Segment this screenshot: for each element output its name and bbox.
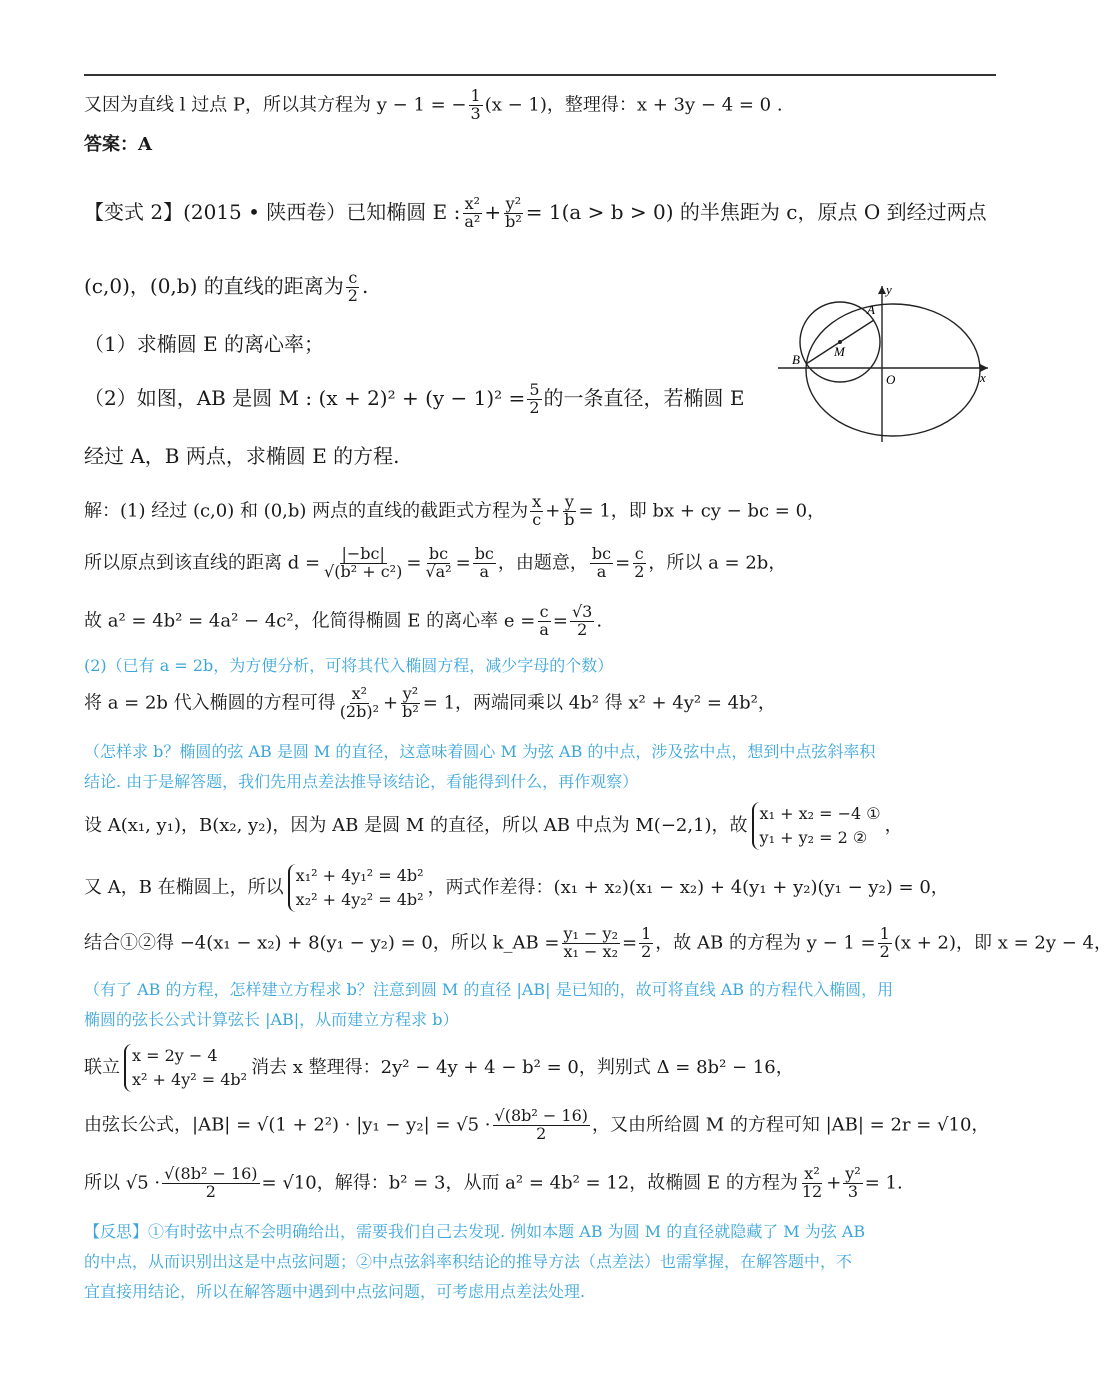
solution-text: 所以 √5 · (84, 1172, 161, 1194)
system-row: y₁ + y₂ = 2 ② (759, 828, 868, 847)
fraction-denominator: a (539, 619, 549, 639)
prev-line-text: 又因为直线 l 过点 P，所以其方程为 y − 1 = − (84, 94, 467, 116)
label-O: O (886, 372, 896, 387)
equation-system (752, 802, 881, 850)
fraction-denominator: x₁ − x₂ (563, 941, 618, 961)
hint-note-3b: 椭圆的弦长公式计算弦长 |AB|，从而建立方程求 b） (84, 1010, 459, 1029)
fraction (878, 926, 892, 961)
fraction-denominator: 2 (205, 1181, 216, 1201)
fraction-numerator: √(8b² − 16) (494, 1106, 588, 1125)
operator: + (826, 1172, 842, 1194)
fraction-denominator: 3 (470, 103, 481, 123)
problem-text: = 1(a > b > 0) 的半焦距为 c，原点 O 到经过两点 (525, 199, 987, 224)
y-axis-arrow (878, 286, 886, 294)
prev-line-text: (x − 1)，整理得：x + 3y − 4 = 0 . (484, 94, 783, 116)
fraction (590, 546, 613, 581)
operator: = (455, 552, 471, 574)
solution-line-2 (84, 546, 786, 581)
fraction-numerator: 1 (879, 924, 890, 943)
solution-text: ，由题意， (497, 552, 588, 574)
fraction-numerator: |−bc| (341, 544, 385, 563)
fraction-denominator: b² (402, 701, 419, 721)
solution-text: = 1，即 bx + cy − bc = 0， (578, 500, 826, 522)
solution-text: 所以原点到该直线的距离 d = (84, 552, 321, 574)
fraction (162, 1166, 259, 1201)
question-2 (84, 382, 744, 417)
operator: + (545, 500, 561, 522)
fraction-numerator: √3 (571, 602, 593, 621)
solution-text: ， (884, 815, 903, 836)
fraction-numerator: bc (474, 544, 494, 563)
operator: = (615, 552, 631, 574)
fraction-numerator: y² (505, 194, 522, 213)
solution-text: ，所以 a = 2b， (648, 552, 787, 574)
fraction (800, 1166, 824, 1201)
reflection-line-2: 的中点，从而识别出这是中点弦问题；②中点弦斜率积结论的推导方法（点差法）也需掌握，在解答题中，不 (84, 1252, 853, 1271)
label-y: y (886, 282, 892, 297)
question-1: （1）求椭圆 E 的离心率； (84, 332, 325, 356)
label-B: B (792, 352, 800, 367)
fraction-denominator: 2 (577, 619, 588, 639)
fraction (338, 686, 381, 721)
equation-system (288, 864, 424, 912)
fraction (562, 926, 620, 961)
fraction (527, 382, 541, 417)
solution-text: 消去 x 整理得：2y² − 4y + 4 − b² = 0，判别式 Δ = 8b² − 16， (251, 1057, 794, 1078)
operator: = (552, 610, 568, 632)
system-row: x₁² + 4y₁² = 4b² (295, 866, 424, 885)
solution-line-7 (84, 926, 1112, 961)
fraction (322, 546, 404, 581)
fraction-numerator: bc (591, 544, 612, 563)
hint-note-2b: 结论. 由于是解答题，我们先用点差法推导该结论，看能得到什么，再作观察） (84, 772, 639, 791)
fraction-numerator: c (539, 602, 549, 621)
fraction-denominator: a (479, 561, 490, 581)
fraction-denominator: (2b)² (339, 701, 380, 721)
fraction (400, 686, 421, 721)
fraction-numerator: c (348, 268, 358, 287)
label-M: M (834, 344, 845, 359)
ellipse-E (806, 304, 980, 436)
fraction-numerator: x² (351, 684, 368, 703)
fraction-denominator: 12 (801, 1181, 823, 1201)
solution-text: 设 A(x₁, y₁)，B(x₂, y₂)，因为 AB 是圆 M 的直径，所以 AB 中点为 M(−2,1)，故 (84, 815, 748, 836)
fraction-numerator: 1 (641, 924, 652, 943)
problem-text: （2）如图，AB 是圆 M : (x + 2)² + (y − 1)² = (84, 385, 526, 410)
prev-equation-line (84, 88, 783, 123)
solution-text: = 1，两端同乘以 4b² 得 x² + 4y² = 4b²， (422, 692, 776, 714)
fraction-numerator: y² (845, 1164, 861, 1183)
hint-note-3a: （有了 AB 的方程，怎样建立方程求 b？注意到圆 M 的直径 |AB| 是已知的，故可将直线 AB 的方程代入椭圆，用 (84, 980, 894, 999)
problem-text: 【变式 2】(2015 • 陕西卷）已知椭圆 E : (84, 199, 461, 224)
fraction (639, 926, 653, 961)
solution-text: 由弦长公式，|AB| = √(1 + 2²) · |y₁ − y₂| = √5 · (84, 1114, 491, 1136)
solution-text: = √10，解得：b² = 3，从而 a² = 4b² = 12，故椭圆 E 的方程为 (261, 1172, 798, 1194)
solution-line-1 (84, 494, 825, 529)
solution-line-6 (84, 864, 949, 912)
solution-text: ，故 AB 的方程为 y − 1 = (655, 932, 876, 954)
solution-text: 将 a = 2b 代入椭圆的方程可得 (84, 692, 336, 714)
equation-system (124, 1044, 247, 1092)
fraction (346, 270, 360, 305)
fraction-denominator: b (564, 509, 575, 529)
fraction-denominator: a (596, 561, 607, 581)
problem-line-2 (84, 270, 368, 305)
solution-text: = 1. (864, 1172, 903, 1194)
operator: + (484, 199, 502, 224)
question-2-cont: 经过 A，B 两点，求椭圆 E 的方程. (84, 444, 400, 468)
prev-fraction (469, 88, 483, 123)
solution-text: 结合①②得 −4(x₁ − x₂) + 8(y₁ − y₂) = 0，所以 k_AB = (84, 932, 560, 954)
solution-line-3 (84, 604, 602, 639)
solution-text: (x + 2)，即 x = 2y − 4， (893, 932, 1112, 954)
fraction-numerator: 5 (529, 380, 540, 399)
problem-text: . (361, 273, 369, 298)
fraction-numerator: y₁ − y₂ (563, 924, 618, 943)
problem-line-1 (84, 196, 987, 231)
operator: = (406, 552, 422, 574)
fraction-numerator: x² (804, 1164, 820, 1183)
fraction-numerator: y² (402, 684, 419, 703)
fraction-denominator: c (532, 509, 542, 529)
operator: + (383, 692, 399, 714)
solution-line-8 (84, 1044, 794, 1092)
problem-text: (c,0)，(0,b) 的直线的距离为 (84, 273, 344, 298)
solution-text: 联立 (84, 1057, 120, 1078)
fraction (570, 604, 594, 639)
fraction-denominator: 2 (347, 285, 358, 305)
hint-note-2a: （怎样求 b？椭圆的弦 AB 是圆 M 的直径，这意味着圆心 M 为弦 AB 的中点，涉及弦中点，想到中点弦斜率积 (84, 742, 876, 761)
solution-line-4 (84, 686, 776, 721)
reflection-line-1: 【反思】①有时弦中点不会明确给出，需要我们自己去发现. 例如本题 AB 为圆 M 的直径就隐藏了 M 为弦 AB (84, 1222, 866, 1241)
system-row: x² + 4y² = 4b² (132, 1070, 248, 1089)
fraction (503, 196, 524, 231)
fraction-numerator: x² (464, 194, 481, 213)
fraction-denominator: 2 (529, 397, 540, 417)
fraction-numerator: √(8b² − 16) (164, 1164, 258, 1183)
ellipse-circle-diagram (770, 280, 1000, 450)
fraction-numerator: 1 (470, 86, 481, 105)
fraction-denominator: 2 (641, 941, 652, 961)
fraction (562, 494, 576, 529)
fraction (423, 546, 453, 581)
fraction-denominator: 3 (847, 1181, 859, 1201)
solution-line-9 (84, 1108, 989, 1143)
fraction (462, 196, 482, 231)
answer-line: 答案：A (84, 134, 152, 155)
fraction-denominator: a² (464, 211, 481, 231)
header-rule (84, 74, 996, 76)
solution-line-5 (84, 802, 903, 850)
fraction (493, 1108, 590, 1143)
fraction-numerator: c (634, 544, 644, 563)
solution-text: 解：(1) 经过 (c,0) 和 (0,b) 两点的直线的截距式方程为 (84, 500, 529, 522)
reflection-line-3: 宜直接用结论，所以在解答题中遇到中点弦问题，可考虑用点差法处理. (84, 1282, 586, 1301)
label-x: x (980, 370, 986, 385)
solution-text: 又 A，B 在椭圆上，所以 (84, 877, 284, 898)
fraction-denominator: √a² (425, 561, 452, 581)
system-row: x = 2y − 4 (132, 1046, 218, 1065)
fraction-denominator: b² (505, 211, 522, 231)
solution-text: 故 a² = 4b² = 4a² − 4c²，化简得椭圆 E 的离心率 e = (84, 610, 536, 632)
fraction (843, 1166, 862, 1201)
fraction-denominator: 2 (536, 1123, 547, 1143)
solution-line-10 (84, 1166, 903, 1201)
fraction (530, 494, 543, 529)
solution-text: ，又由所给圆 M 的方程可知 |AB| = 2r = √10， (591, 1114, 990, 1136)
fraction (537, 604, 551, 639)
solution-text: . (596, 610, 603, 632)
fraction-numerator: bc (428, 544, 449, 563)
fraction-numerator: x (532, 492, 542, 511)
fraction (632, 546, 646, 581)
system-row: x₂² + 4y₂² = 4b² (295, 890, 424, 909)
fraction-numerator: y (564, 492, 574, 511)
hint-note-1: (2)（已有 a = 2b，为方便分析，可将其代入椭圆方程，减少字母的个数） (84, 656, 614, 675)
operator: = (622, 932, 638, 954)
solution-text: ，两式作差得：(x₁ + x₂)(x₁ − x₂) + 4(y₁ + y₂)(y₁ − y₂) = 0， (427, 877, 949, 898)
system-row: x₁ + x₂ = −4 ① (759, 804, 881, 823)
label-A: A (867, 302, 875, 317)
fraction-denominator: 2 (634, 561, 645, 581)
problem-text: 的一条直径，若椭圆 E (543, 385, 745, 410)
fraction-denominator: √(b² + c²) (324, 561, 403, 581)
fraction (473, 546, 496, 581)
fraction-denominator: 2 (879, 941, 890, 961)
